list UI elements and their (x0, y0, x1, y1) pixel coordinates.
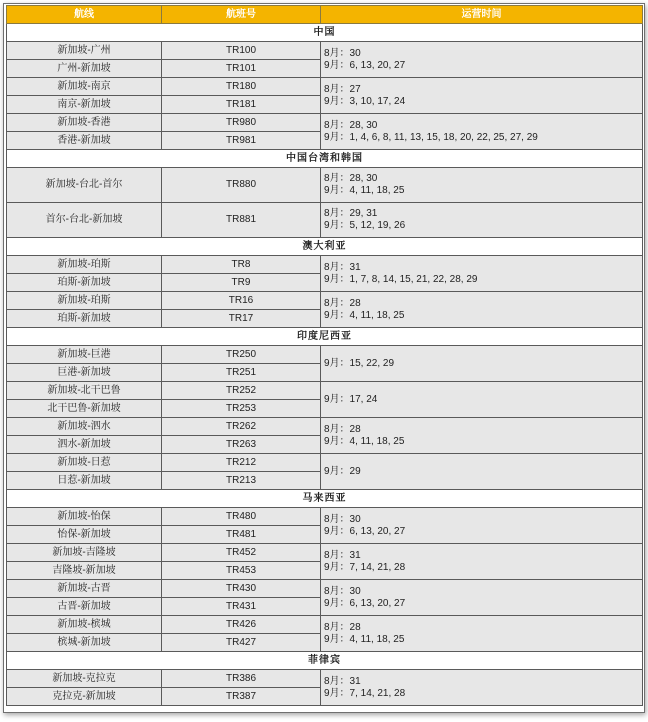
route-cell: 新加坡-怡保 (7, 508, 162, 526)
table-row (7, 454, 643, 472)
schedule-line: 9月：15, 22, 29 (324, 357, 395, 369)
schedule-line: 9月：7, 14, 21, 28 (324, 687, 406, 699)
table-row (7, 580, 643, 598)
route-cell: 新加坡-台北-首尔 (7, 168, 162, 203)
schedule-line: 8月：30 (324, 47, 361, 59)
schedule-line: 8月：31 (324, 549, 361, 561)
schedule-line: 9月：17, 24 (324, 393, 378, 405)
route-cell: 珀斯-新加坡 (7, 274, 162, 292)
table-row (7, 256, 643, 274)
route-cell: 珀斯-新加坡 (7, 310, 162, 328)
schedule-cell (321, 42, 643, 78)
route-cell: 新加坡-泗水 (7, 418, 162, 436)
schedule-line: 8月：29, 31 (324, 208, 378, 219)
route-cell: 槟城-新加坡 (7, 634, 162, 652)
region-row (7, 328, 643, 346)
flight-number-cell: TR16 (162, 292, 321, 310)
schedule-line: 9月：5, 12, 19, 26 (324, 220, 406, 231)
schedule-line: 8月：28 (324, 621, 361, 633)
schedule-line: 9月：6, 13, 20, 27 (324, 597, 406, 609)
route-cell: 怡保-新加坡 (7, 526, 162, 544)
route-cell: 新加坡-南京 (7, 78, 162, 96)
schedule-line: 9月：29 (324, 465, 361, 477)
region-title: 中国台湾和韩国 (7, 150, 643, 168)
region-title: 印度尼西亚 (7, 328, 643, 346)
flight-number-cell: TR8 (162, 256, 321, 274)
flight-number-cell: TR426 (162, 616, 321, 634)
header-flight: 航班号 (162, 6, 321, 24)
table-row (7, 616, 643, 634)
table-row (7, 114, 643, 132)
schedule-cell (321, 346, 643, 382)
header-route: 航线 (7, 6, 162, 24)
flight-number-cell: TR431 (162, 598, 321, 616)
route-cell: 克拉克-新加坡 (7, 688, 162, 706)
region-row (7, 24, 643, 42)
flight-number-cell: TR263 (162, 436, 321, 454)
route-cell: 泗水-新加坡 (7, 436, 162, 454)
schedule-line: 8月：28, 30 (324, 173, 378, 184)
flight-number-cell: TR262 (162, 418, 321, 436)
schedule-line: 9月：4, 11, 18, 25 (324, 309, 405, 321)
schedule-cell (321, 114, 643, 150)
route-cell: 新加坡-巨港 (7, 346, 162, 364)
flight-number-cell: TR213 (162, 472, 321, 490)
table-row (7, 42, 643, 60)
schedule-line: 8月：28 (324, 423, 361, 435)
table-body (7, 24, 643, 706)
route-cell: 首尔-台北-新加坡 (7, 203, 162, 238)
schedule-cell (321, 670, 643, 706)
flight-number-cell: TR9 (162, 274, 321, 292)
flight-number-cell: TR253 (162, 400, 321, 418)
table-header-row (7, 6, 643, 24)
route-cell: 吉隆坡-新加坡 (7, 562, 162, 580)
flight-schedule-table (6, 5, 643, 706)
flight-number-cell: TR881 (162, 203, 321, 238)
schedule-cell (321, 78, 643, 114)
table-row (7, 346, 643, 364)
route-cell: 新加坡-广州 (7, 42, 162, 60)
region-row (7, 150, 643, 168)
region-title: 马来西亚 (7, 490, 643, 508)
route-cell: 日惹-新加坡 (7, 472, 162, 490)
region-row (7, 652, 643, 670)
schedule-line: 8月：27 (324, 83, 361, 95)
flight-number-cell: TR427 (162, 634, 321, 652)
schedule-line: 9月：4, 11, 18, 25 (324, 633, 405, 645)
schedule-cell (321, 544, 643, 580)
schedule-line: 9月：4, 11, 18, 25 (324, 185, 405, 196)
route-cell: 香港-新加坡 (7, 132, 162, 150)
route-cell: 新加坡-吉隆坡 (7, 544, 162, 562)
flight-number-cell: TR212 (162, 454, 321, 472)
schedule-line: 9月：7, 14, 21, 28 (324, 561, 406, 573)
schedule-cell (321, 382, 643, 418)
schedule-cell (321, 292, 643, 328)
table-row (7, 78, 643, 96)
schedule-line: 8月：31 (324, 261, 361, 273)
route-cell: 巨港-新加坡 (7, 364, 162, 382)
region-title: 菲律宾 (7, 652, 643, 670)
schedule-cell (321, 203, 643, 238)
schedule-line: 9月：1, 7, 8, 14, 15, 21, 22, 28, 29 (324, 273, 478, 285)
flight-number-cell: TR452 (162, 544, 321, 562)
schedule-line: 9月：3, 10, 17, 24 (324, 95, 406, 107)
schedule-cell (321, 256, 643, 292)
table-row (7, 168, 643, 203)
flight-number-cell: TR100 (162, 42, 321, 60)
flight-number-cell: TR250 (162, 346, 321, 364)
flight-number-cell: TR481 (162, 526, 321, 544)
table-row (7, 544, 643, 562)
route-cell: 新加坡-珀斯 (7, 292, 162, 310)
flight-number-cell: TR880 (162, 168, 321, 203)
schedule-cell (321, 508, 643, 544)
route-cell: 南京-新加坡 (7, 96, 162, 114)
region-title: 澳大利亚 (7, 238, 643, 256)
region-title: 中国 (7, 24, 643, 42)
table-row (7, 203, 643, 238)
route-cell: 北干巴鲁-新加坡 (7, 400, 162, 418)
table-row (7, 670, 643, 688)
route-cell: 新加坡-香港 (7, 114, 162, 132)
schedule-line: 8月：28, 30 (324, 119, 378, 131)
schedule-line: 8月：30 (324, 585, 361, 597)
region-row (7, 238, 643, 256)
schedule-cell (321, 168, 643, 203)
schedule-line: 9月：4, 11, 18, 25 (324, 435, 405, 447)
schedule-line: 9月：6, 13, 20, 27 (324, 525, 406, 537)
route-cell: 新加坡-槟城 (7, 616, 162, 634)
flight-number-cell: TR181 (162, 96, 321, 114)
flight-number-cell: TR180 (162, 78, 321, 96)
flight-number-cell: TR251 (162, 364, 321, 382)
schedule-line: 8月：31 (324, 675, 361, 687)
route-cell: 新加坡-日惹 (7, 454, 162, 472)
schedule-line: 8月：28 (324, 297, 361, 309)
route-cell: 新加坡-古晋 (7, 580, 162, 598)
table-row (7, 508, 643, 526)
route-cell: 新加坡-珀斯 (7, 256, 162, 274)
header-schedule: 运营时间 (321, 6, 643, 24)
route-cell: 新加坡-克拉克 (7, 670, 162, 688)
flight-number-cell: TR386 (162, 670, 321, 688)
table-row (7, 292, 643, 310)
flight-number-cell: TR430 (162, 580, 321, 598)
route-cell: 新加坡-北干巴鲁 (7, 382, 162, 400)
table-row (7, 382, 643, 400)
flight-schedule-frame (3, 3, 645, 713)
schedule-cell (321, 580, 643, 616)
schedule-line: 9月：1, 4, 6, 8, 11, 13, 15, 18, 20, 22, 25, 27, 29 (324, 131, 538, 143)
flight-number-cell: TR980 (162, 114, 321, 132)
region-row (7, 490, 643, 508)
flight-number-cell: TR981 (162, 132, 321, 150)
flight-number-cell: TR387 (162, 688, 321, 706)
flight-number-cell: TR252 (162, 382, 321, 400)
route-cell: 广州-新加坡 (7, 60, 162, 78)
flight-number-cell: TR17 (162, 310, 321, 328)
flight-number-cell: TR453 (162, 562, 321, 580)
schedule-line: 8月：30 (324, 513, 361, 525)
table-row (7, 418, 643, 436)
schedule-cell (321, 454, 643, 490)
flight-number-cell: TR480 (162, 508, 321, 526)
flight-number-cell: TR101 (162, 60, 321, 78)
schedule-cell (321, 616, 643, 652)
schedule-line: 9月：6, 13, 20, 27 (324, 59, 406, 71)
route-cell: 古晋-新加坡 (7, 598, 162, 616)
schedule-cell (321, 418, 643, 454)
